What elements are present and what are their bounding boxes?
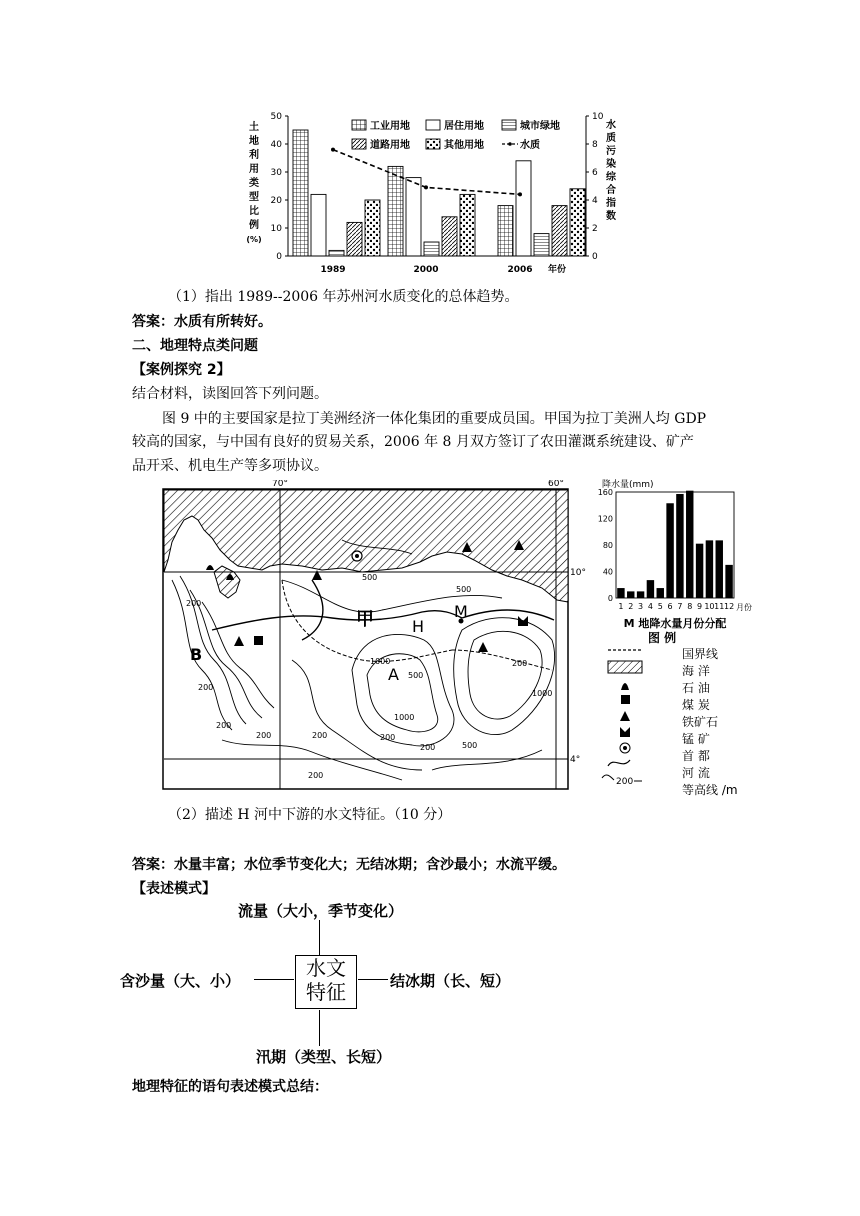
precip-month-label: 9	[697, 602, 703, 611]
left-tick-label: 30	[270, 168, 282, 178]
precip-bar-month-9	[696, 544, 703, 598]
right-axis-title-char: 指	[606, 198, 616, 209]
region-map	[162, 480, 592, 790]
precip-tick-label: 160	[597, 488, 613, 497]
contour-label: 500	[456, 585, 472, 594]
summary-heading: 地理特征的语句表述模式总结：	[132, 1079, 328, 1095]
contour-label: 200	[198, 683, 214, 692]
diagram-center-box	[295, 955, 357, 1009]
left-axis-title-char: 比	[249, 206, 259, 217]
precip-bar-month-1	[617, 588, 624, 598]
answer-1: 答案：水质有所转好。	[132, 314, 272, 330]
diagram-top-label: 流量（大小，季节变化）	[238, 902, 404, 920]
contour-label: 200	[256, 731, 272, 740]
precip-tick-label: 0	[607, 594, 613, 603]
contour-label: 200	[186, 599, 202, 608]
model-heading: 【表述模式】	[132, 881, 216, 897]
right-axis-title-char: 合	[606, 185, 616, 196]
contour-sample-label: 200	[616, 777, 634, 787]
legend-item-label: 等高线 /m	[682, 783, 738, 797]
legend-title: 图 例	[648, 631, 677, 645]
place-label-b: B	[190, 645, 203, 664]
bar-城市绿地-2000	[424, 242, 439, 256]
contour-label: 200	[308, 771, 324, 780]
river-label-h: H	[412, 617, 425, 636]
legend-swatch	[426, 120, 440, 130]
x-axis-title: 年份	[548, 265, 567, 275]
bar-其他用地-2000	[460, 194, 475, 256]
precip-xlabel: 月份	[736, 603, 752, 612]
right-tick-label: 6	[592, 168, 598, 178]
left-tick-label: 50	[270, 112, 282, 122]
left-axis-title-char: 利	[249, 150, 259, 161]
contour-label: 200	[512, 659, 528, 668]
paragraph-line-3: 品开采、机电生产等多项协议。	[132, 458, 328, 474]
legend-label: 城市绿地	[520, 121, 560, 132]
left-tick-label: 40	[270, 140, 282, 150]
question-2: （2）描述 H 河中下游的水文特征。（10 分）	[168, 807, 452, 823]
river-symbol	[608, 760, 630, 766]
lat-4-label: 4°	[570, 755, 581, 765]
right-tick-label: 10	[592, 112, 604, 122]
legend-label: 居住用地	[444, 121, 484, 132]
place-label-a: A	[388, 665, 399, 684]
contour-label: 500	[408, 671, 424, 680]
question-1: （1）指出 1989--2006 年苏州河水质变化的总体趋势。	[168, 289, 519, 305]
precip-bar-month-4	[647, 580, 654, 598]
precip-tick-label: 120	[597, 514, 613, 524]
precip-title: M 地降水量月份分配	[623, 617, 727, 630]
precip-month-label: 1	[618, 602, 624, 611]
precipitation-chart	[596, 478, 766, 633]
diagram-bottom-label: 汛期（类型、长短）	[256, 1048, 392, 1066]
right-axis-title-char: 数	[606, 211, 616, 222]
x-category-label: 2006	[507, 265, 533, 275]
water-quality-point-1989	[331, 148, 335, 152]
contour-label: 200	[380, 733, 396, 742]
land-use-chart	[240, 104, 625, 284]
lat-10-label: 10°	[570, 568, 586, 578]
legend-swatch	[352, 120, 366, 130]
contour-label: 500	[362, 573, 378, 582]
water-quality-point-2000	[424, 185, 428, 189]
manganese-symbol	[620, 727, 630, 737]
left-axis-title-char: 土	[249, 122, 259, 133]
oil-symbol	[621, 683, 629, 690]
left-axis-title-char: (%)	[246, 235, 262, 244]
legend-item-label: 国界线	[682, 647, 719, 661]
right-tick-label: 4	[592, 196, 598, 206]
precip-month-label: 11	[714, 602, 725, 611]
bar-道路用地-2000	[442, 217, 457, 256]
x-category-label: 2000	[413, 265, 439, 275]
country-label-jia: 甲	[356, 609, 374, 630]
contour-label: 200	[216, 721, 232, 730]
right-axis-title-char: 水	[606, 120, 616, 131]
legend-label: 其他用地	[444, 140, 484, 151]
water-quality-point-2006	[518, 192, 522, 196]
bar-工业用地-2000	[388, 166, 403, 256]
ocean-symbol	[608, 661, 642, 673]
precip-bar-month-11	[716, 540, 723, 598]
precip-bar-month-10	[706, 540, 713, 598]
precip-bar-month-8	[686, 491, 693, 598]
legend-item-label: 石 油	[682, 681, 710, 695]
legend-label: 道路用地	[370, 140, 410, 151]
bar-居住用地-2000	[406, 178, 421, 256]
answer-2: 答案：水量丰富；水位季节变化大；无结冰期；含沙最小；水流平缓。	[132, 857, 566, 873]
bar-工业用地-1989	[293, 130, 308, 256]
contour-label: 200	[312, 731, 328, 740]
right-tick-label: 2	[592, 224, 598, 234]
paragraph-line-2: 较高的国家，与中国有良好的贸易关系，2006 年 8 月双方签订了农田灌溉系统建设、矿产	[132, 434, 694, 450]
precip-month-label: 2	[628, 602, 634, 611]
bar-工业用地-2006	[498, 206, 513, 256]
left-axis-title-char: 用	[249, 164, 259, 175]
left-axis-title-char: 地	[249, 136, 259, 147]
precip-month-label: 3	[638, 602, 644, 611]
diagram-right-label: 结冰期（长、短）	[390, 972, 511, 990]
precip-month-label: 6	[667, 602, 673, 611]
precip-month-label: 10	[704, 602, 715, 611]
left-axis-title-char: 型	[249, 192, 259, 203]
bar-居住用地-1989	[311, 194, 326, 256]
bar-城市绿地-2006	[534, 234, 549, 256]
section-2-heading: 二、地理特点类问题	[132, 338, 258, 354]
contour-symbol	[602, 775, 614, 780]
precip-tick-label: 80	[602, 541, 613, 550]
legend-label: 水质	[520, 140, 540, 151]
case-heading: 【案例探究 2】	[132, 362, 231, 378]
legend-item-label: 河 流	[682, 766, 710, 780]
contour-label: 1000	[394, 713, 415, 722]
legend-swatch	[426, 139, 440, 149]
precip-month-label: 7	[677, 602, 683, 611]
legend-item-label: 首 都	[682, 749, 710, 763]
hydrology-diagram	[120, 900, 560, 1070]
contour-label: 500	[462, 741, 478, 750]
legend-item-label: 煤 炭	[682, 698, 710, 712]
coal-symbol	[621, 695, 630, 704]
contour-label: 1000	[370, 657, 391, 666]
left-tick-label: 20	[270, 196, 282, 206]
x-category-label: 1989	[320, 265, 346, 275]
precip-month-label: 4	[647, 602, 653, 611]
diagram-center-line-2: 特征	[306, 980, 346, 1004]
right-tick-label: 8	[592, 140, 598, 150]
precip-unit-label: 降水量(mm)	[602, 480, 654, 490]
place-label-m: M	[454, 602, 468, 621]
right-tick-label: 0	[592, 252, 598, 262]
map-legend	[600, 629, 770, 797]
precip-bar-month-5	[657, 588, 664, 598]
right-axis-title-char: 质	[606, 133, 616, 144]
bar-其他用地-2006	[570, 189, 585, 256]
contour-label: 1000	[532, 689, 553, 698]
bar-道路用地-2006	[552, 206, 567, 256]
bar-道路用地-1989	[347, 222, 362, 256]
bar-其他用地-1989	[365, 200, 380, 256]
right-axis-title-char: 综	[606, 172, 616, 183]
left-tick-label: 10	[270, 224, 282, 234]
precip-month-label: 12	[723, 602, 735, 611]
diagram-center-line-1: 水文	[306, 956, 346, 980]
diagram-left-label: 含沙量（大、小）	[120, 972, 241, 990]
right-axis-title-char: 染	[606, 159, 616, 170]
lon-70-label: 70°	[272, 480, 288, 489]
precip-month-label: 5	[657, 602, 663, 611]
legend-swatch	[352, 139, 366, 149]
contour-label: 200	[420, 743, 436, 752]
left-axis-title-char: 类	[249, 178, 259, 189]
lon-60-label: 60°	[548, 480, 564, 489]
precip-bar-month-7	[676, 494, 683, 598]
bar-居住用地-2006	[516, 161, 531, 256]
precip-tick-label: 40	[602, 567, 613, 577]
precip-bar-month-3	[637, 591, 644, 598]
bar-城市绿地-1989	[329, 250, 344, 256]
legend-swatch	[502, 120, 516, 130]
precip-bar-month-2	[627, 591, 634, 598]
precip-month-label: 8	[687, 602, 693, 611]
left-axis-title-char: 例	[249, 220, 259, 231]
legend-item-label: 铁矿石	[682, 715, 719, 729]
paragraph-line-1: 图 9 中的主要国家是拉丁美洲经济一体化集团的重要成员国。甲国为拉丁美洲人均 GDP	[162, 411, 707, 427]
right-axis-title-char: 污	[606, 146, 616, 157]
precip-bar-month-6	[666, 503, 673, 598]
intro-text: 结合材料，读图回答下列问题。	[132, 386, 328, 402]
legend-item-label: 海 洋	[682, 664, 710, 678]
iron-ore-symbol	[620, 711, 630, 721]
precip-bar-month-12	[725, 565, 732, 598]
legend-label: 工业用地	[370, 121, 410, 132]
legend-item-label: 锰 矿	[682, 732, 710, 746]
left-tick-label: 0	[276, 252, 282, 262]
